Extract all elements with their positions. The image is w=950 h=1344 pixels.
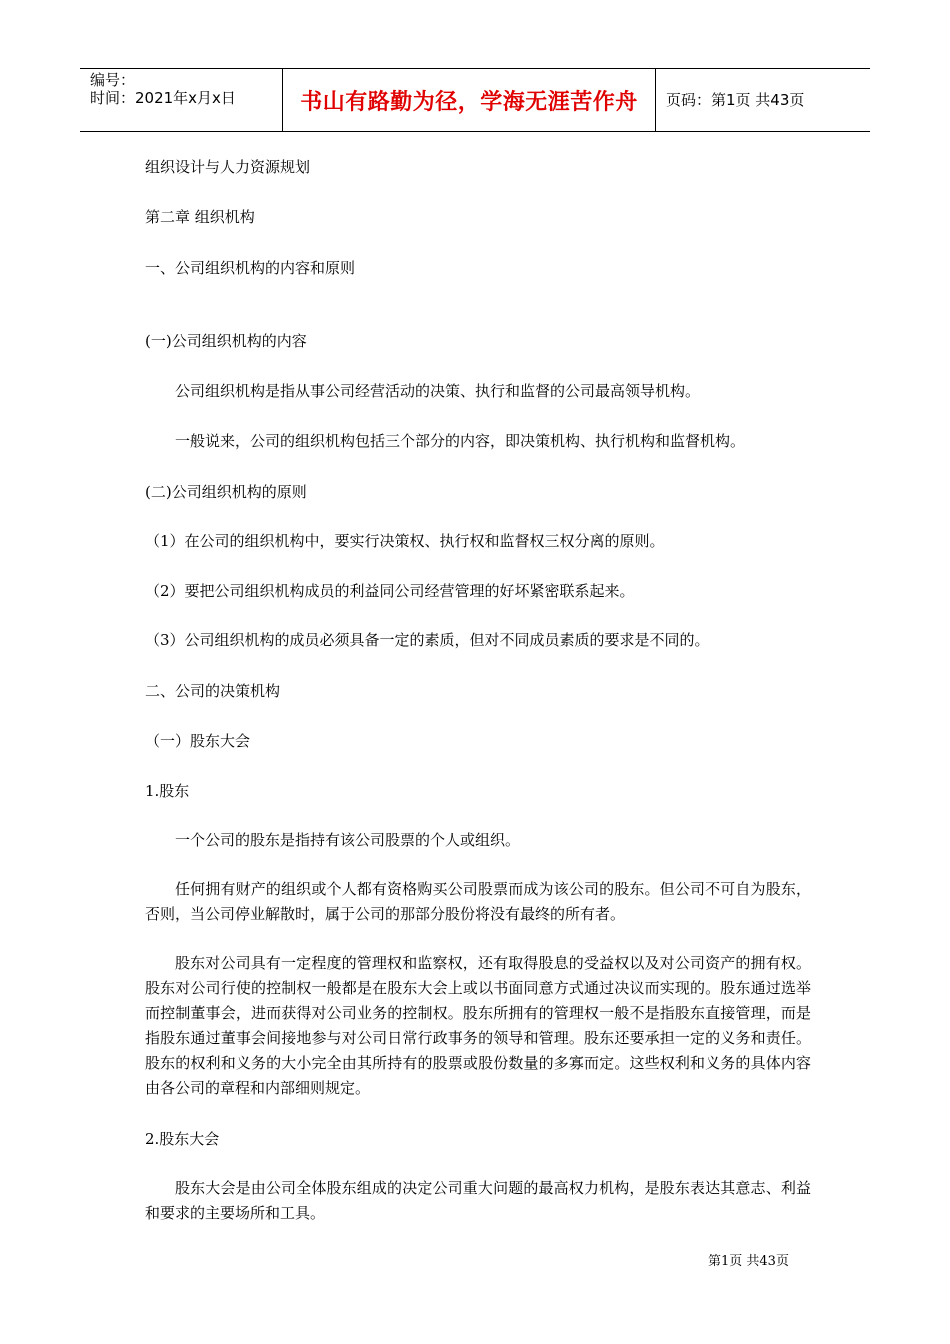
header-motto: 书山有路勤为径，学海无涯苦作舟 <box>282 69 656 131</box>
section-heading-1: 一、公司组织机构的内容和原则 <box>145 259 356 277</box>
header-page-label: 页码：第1页 共43页 <box>666 91 805 109</box>
paragraph-3: 一个公司的股东是指持有该公司股票的个人或组织。 <box>175 831 521 849</box>
subsection-heading-3: （一）股东大会 <box>145 732 251 750</box>
item-heading-shareholder: 1.股东 <box>145 782 190 800</box>
item-heading-shareholder-meeting: 2.股东大会 <box>145 1130 220 1148</box>
paragraph-4: 任何拥有财产的组织或个人都有资格购买公司股票而成为该公司的股东。但公司不可自为股东，否则，当公司停业解散时，属于公司的那部分股份将没有最终的所有者。 <box>145 880 811 923</box>
chapter-heading: 第二章 组织机构 <box>145 208 255 226</box>
principle-item-3: （3）公司组织机构的成员必须具备一定的素质，但对不同成员素质的要求是不同的。 <box>145 631 710 649</box>
paragraph-2: 一般说来，公司的组织机构包括三个部分的内容，即决策机构、执行机构和监督机构。 <box>175 432 746 450</box>
page-header <box>80 68 870 132</box>
paragraph-6: 股东大会是由公司全体股东组成的决定公司重大问题的最高权力机构，是股东表达其意志、利益和要求的主要场所和工具。 <box>145 1179 811 1222</box>
paragraph-1: 公司组织机构是指从事公司经营活动的决策、执行和监督的公司最高领导机构。 <box>175 382 701 400</box>
page-footer: 第1页 共43页 <box>708 1254 789 1269</box>
section-heading-2: 二、公司的决策机构 <box>145 682 281 700</box>
subsection-heading-1: (一)公司组织机构的内容 <box>145 332 307 350</box>
subsection-heading-2: (二)公司组织机构的原则 <box>145 483 307 501</box>
header-left-cell <box>90 71 280 107</box>
paragraph-5: 股东对公司具有一定程度的管理权和监察权，还有取得股息的受益权以及对公司资产的拥有权。股东对公司行使的控制权一般都是在股东大会上或以书面同意方式通过决议而实现的。股东通过选举而控制董事会，进而获得对公司业务的控制权。股东所拥有的管理权一般不是指股东直接管理，而是指股东通过董事会间接地参与对公司日常行政事务的领导和管理。股东还要承担一定的义务和责任。股东的权利和义务的大小完全由其所持有的股票或股份数量的多寡而定。这些权利和义务的具体内容由各公司的章程和内部细则规定。 <box>145 954 811 1097</box>
document-title: 组织设计与人力资源规划 <box>145 158 311 176</box>
document-time-label: 时间：2021年x月x日 <box>90 89 236 107</box>
principle-item-1: （1）在公司的组织机构中，要实行决策权、执行权和监督权三权分离的原则。 <box>145 532 665 550</box>
principle-item-2: （2）要把公司组织机构成员的利益同公司经营管理的好坏紧密联系起来。 <box>145 582 635 600</box>
document-number-label: 编号： <box>90 71 136 89</box>
